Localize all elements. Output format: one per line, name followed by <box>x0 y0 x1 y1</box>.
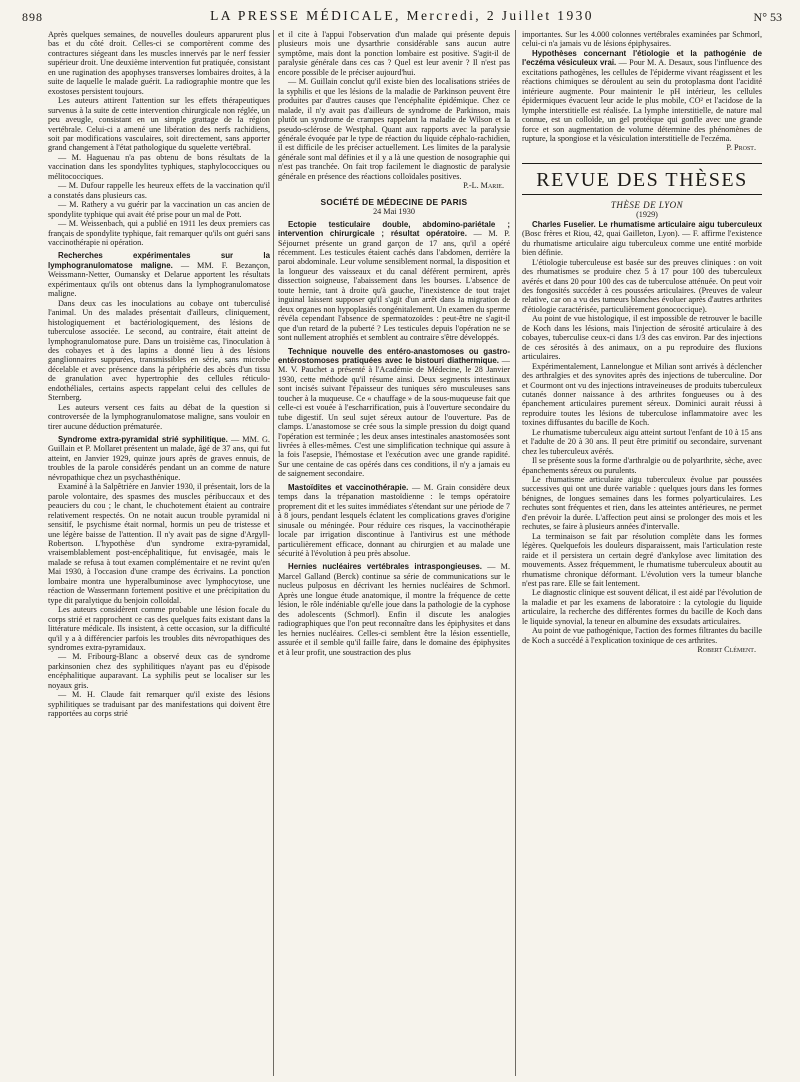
paragraph: Les auteurs considèrent comme probable une lésion focale du corps strié et rapprochent ce cas des quelques faits existant dans la littérature médicale. Ils insistent, à cette occasion, sur la difficulté qu'il y a à différencier parfois les troubles dits névropathiques des syndromes extra-pyramidaux. <box>48 605 270 652</box>
thesis-city: THÈSE DE LYON <box>610 199 684 210</box>
paragraph: importantes. Sur les 4.000 colonnes vertébrales examinées par Schmorl, celui-ci n'a jamais vu de lésions épiphysaires. <box>522 30 762 49</box>
article-heading: Syndrome extra-pyramidal strié syphilitique. <box>58 435 228 445</box>
paragraph: — M. Weissenbach, qui a publié en 1911 les deux premiers cas français de spondylite typhique, fait remarquer qu'ils ont guéri sans vaccinothérapie ni opération. <box>48 219 270 247</box>
paragraph-text: (Bosc frères et Riou, 42, quai Gailleton, Lyon). — F. affirme l'existence du rhumatisme articulaire aigu tuberculeux comme une entité morbide bien définie. <box>522 229 762 258</box>
column-rule <box>515 30 516 1076</box>
paragraph: Au point de vue histologique, il est impossible de retrouver le bacille de Koch dans les lésions, mais l'injection de sérosité articulaire à des cobayes, tuberculise ceux-ci dans 1/3 des cas environ. Par des injections de ces sérosités à des animaux, on a pu reproduire des fluxions articulaires. <box>522 314 762 362</box>
paragraph: — M. Guillain conclut qu'il existe bien des localisations striées de la syphilis et que les lésions de la maladie de Parkinson peuvent être produites par d'autres causes que l'encéphalite épidémique. Chez ce malade, il n'y avait pas d'ailleurs de syndrome de Parkinson, mais plutôt un syndrome de crampes rappelant la maladie de Wilson et la pseudo-sclérose de Westphal. Quant aux rapports avec la paralysie générale évoquée par le type de réaction du liquide céphalo-rachidien, il est difficile de les préciser actuellement. Les limites de la paralysie générale sont mal définies et il y a là une question de nosographie qui n'est pas tranchée. On fait trop facilement le diagnostic de paralysie générale en présence des réactions colloïdales positives. <box>278 77 510 181</box>
paragraph: Il se présente sous la forme d'arthralgie ou de polyarthrite, sèche, avec épanchements séreux ou purulents. <box>522 456 762 475</box>
paragraph-text: — MM. G. Guillain et P. Mollaret présentent un malade, âgé de 37 ans, qui fut atteint, en Janvier 1929, quinze jours après de graves ennuis, de troubles de la parole considérés pendant un an comme de nature névropathique chez un psychasthénique. <box>48 435 270 482</box>
paragraph: La terminaison se fait par résolution complète dans les formes légères. Quelquefois les douleurs disparaissent, mais l'articulation reste raide et il persistera un certain degré d'ankylose avec limitation des mouvements. Assez fréquemment, le rhumatisme tuberculeux aboutit au rhumatisme chronique déformant. L'évolution vers la tumeur blanche n'est pas rare. Elle se fait lentement. <box>522 531 762 589</box>
column-2 <box>278 30 510 1078</box>
paragraph: Examiné à la Salpêtrière en Janvier 1930, il présentait, lors de la parole volontaire, des spasmes des muscles péribuccaux et des peauciers du cou ; le chant, le chuchotement étaient au contraire relativement respectés. On ne notait aucun trouble pyramidal ni sensitif, le psychisme était normal, hormis un peu de tristesse et une légère baisse de l'attention. Il n'y avait pas de signe d'Argyll-Robertson. L'hypothèse d'un syndrome extra-pyramidal, vraisemblablement post-encéphalitique, fut envisagée, mais le malade se refusa à tout examen complémentaire et ne revint qu'en Mai 1930, à l'occasion d'une crampe des écrivains. La ponction lombaire montra une hyperalbuminose avec lymphocytose, une réaction de Wassermann fortement positive et une précipitation du type dit paralytique du benjoin colloïdal. <box>48 482 270 605</box>
paragraph: Le diagnostic clinique est souvent délicat, il est aidé par l'évolution de la maladie et par les examens de laboratoire : la cytologie du liquide articulaire, la recherche des différentes formes du bacille de Koch dans le liquide synovial, la teneur en albumine des exsudats articulaires. <box>522 588 762 626</box>
article-heading: Mastoïdites et vaccinothérapie. <box>288 482 409 492</box>
paragraph-text: — M. Marcel Galland (Berck) continue sa série de communications sur le nucleus pulposus en décrivant les hernies nucléaires de Schmorl. Après une longue étude anatomique, il montre la fréquence de cette lésion, le rôle indéniable qu'elle joue dans la pathologie de la cyphose des adolescents (Schmorl). Enfin il discute les analogies radiographiques que l'on peut reconnaître dans les épiphysites et dans les hernies nucléaires. Celles-ci semblent être la lésion essentielle, assurée et il semble qu'il faille faire, dans le domaine des épiphysites et à leur profit, une soustraction des plus <box>278 562 510 657</box>
paragraph: — M. Fribourg-Blanc a observé deux cas de syndrome parkinsonien chez des syphilitiques n'ayant pas eu d'épisode encéphalitique auparavant. La syphilis peut se localiser sur les noyaux gris. <box>48 652 270 690</box>
author-signature: Robert Clément. <box>697 645 756 655</box>
paragraph: Dans deux cas les inoculations au cobaye ont tuberculisé l'animal. Un des malades présentait d'ailleurs, cliniquement, histologiquement et bactériologiquement, des lésions de tuberculose associée. Le second, au contraire, était atteint de lymphogranulomatose pure. Dans un troisième cas, l'inoculation à des cobayes et à des lapins a donné lieu à des lésions ganglionnaires suppurées, transmissibles en série, sans microbe décelable et avec présence dans la périphérie des abcès d'un tissu de granulation avec hypertrophie des cellules réticulo-endothéliales, certains aspects rappelant celui des cellules de Sternberg. <box>48 298 270 403</box>
paragraph-text: — M. P. Séjournet présente un grand garçon de 17 ans, qu'il a opéré récemment. Les testicules étaient cachés dans l'abdomen, derrière la paroi abdominale. Leur volume sensiblement normal, la disposition et la longueur des vaisseaux et du canal déférent permirent, après dissection soigneuse, l'abaissement dans les bourses. L'absence de toute hernie, tant à droite qu'à gauche, l'inexistence de tout trajet inguinal laissent supposer qu'il s'agit d'un arrêt dans la migration de deux organes non hypoplasiés congénitalement. Un examen du sperme révéla cependant l'absence de spermatozoïdes : peut-être ne s'agit-il que d'un retard de la puberté ? Les testicules depuis l'opération ne se sont nullement atrophiés et semblent au contraire s'être développés. <box>278 229 510 343</box>
article-paragraph <box>48 251 270 298</box>
paragraph: Le rhumatisme tuberculeux aigu atteint surtout l'enfant de 10 à 15 ans et l'adulte de 20 à 30 ans. Il peut être primitif ou secondaire, survenant chez les tuberculeux avérés. <box>522 427 762 456</box>
article-heading: Recherches expérimentales sur la lymphogranulomatose maligne. <box>48 251 270 270</box>
article-paragraph <box>278 220 510 343</box>
paragraph: Les auteurs versent ces faits au débat de la question si controversée de la lymphogranulomatose maligne, sans vouloir en tirer aucune déduction prématurée. <box>48 402 270 431</box>
session-date: 24 Mai 1930 <box>373 207 415 217</box>
article-paragraph <box>278 483 510 559</box>
article-heading: Ectopie testiculaire double, abdomino-pariétale ; intervention chirurgicale ; résultat opératoire. <box>278 219 510 239</box>
article-paragraph <box>48 435 270 482</box>
article-paragraph <box>522 220 762 258</box>
thesis-year: (1929) <box>636 210 658 220</box>
column-rule <box>273 30 274 1076</box>
paragraph-text: — Pour M. A. Desaux, sous l'influence des excitations pathogènes, les cellules de l'épiderme vivant réagissent et les réactions chimiques se déroulent au sein du protoplasma dont l'acidité intérieure augmente. Pour maintenir le pH intérieur, les cellules épidermiques évacuent leur acide le plus mobile, CO² et l'acidose de la lymphe interstitielle est réalisée. La lymphe interstitielle, de nature mal connue, est un colloïde, un gel protéique qui gonfle avec une grande force et son augmentation de volume détermine des phénomènes de rupture, la spongiose et la vésiculation interstitielle de l'eczéma. <box>522 58 762 143</box>
article-heading: Technique nouvelle des entéro-anastomoses ou gastro-entérostomoses pratiquées avec le bistouri diathermique. <box>278 346 510 365</box>
thesis-heading: Charles Fuselier. Le rhumatisme articulaire aigu tuberculeux <box>532 219 762 229</box>
paragraph: — M. Haguenau n'a pas obtenu de bons résultats de la vaccination dans les spondylites typhiques, staphylococciques ou mélitococciques. <box>48 152 270 181</box>
society-heading: SOCIÉTÉ DE MÉDECINE DE PARIS <box>320 196 468 207</box>
paragraph: et il cite à l'appui l'observation d'un malade qui présente depuis plusieurs mois une dysarthrie considérable sans aucun autre symptôme, mais dont la ponction lombaire est positive. S'agit-il de paralysie générale dans ces cas ? Quel est leur avenir ? Il n'est pas encore possible de le préciser aujourd'hui. <box>278 30 510 77</box>
paragraph-text: — MM. F. Bezançon, Weissmann-Netter, Oumansky et Delarue apportent les résultats expérimentaux qu'ils ont obtenus dans la lymphogranulomatose maligne. <box>48 260 270 299</box>
paragraph: Expérimentalement, Lannelongue et Milian sont arrivés à déclencher des arthralgies et des synovites après des injections de tuberculine. Dor et Courmont ont vu des injections intraveineuses de produits tuberculeux cutanés donner naissance à des arthrites fongueuses ou à des épanchement articulaires purement séreux. Dominici aurait réussi à reproduire toutes les lésions de tuberculose inflammatoire avec les toxines diffusantes du bacille de Koch. <box>522 361 762 428</box>
paragraph-text: — M. Grain considère deux temps dans la trépanation mastoïdienne : le temps opératoire proprement dit et les suites immédiates s'étendant sur une période de 7 à 8 jours, pendant lesquels éclatent les complications graves d'origine sinusale ou méningée. Pour réduire ces risques, la vaccinothérapie locale par irrigation discontinue à l'antivirus est une méthode particulièrement efficace, donnant au chirurgien et au malade une sécurité à l'évolution à peu près absolue. <box>278 482 510 559</box>
article-heading: Hypothèses concernant l'étiologie et la pathogénie de l'eczéma vésiculeux vrai. <box>522 48 762 68</box>
page-number: 898 <box>22 10 43 24</box>
paragraph: — M. Rathery a vu guérir par la vaccination un cas ancien de spondylite typhique qui avait été prise pour un mal de Pott. <box>48 200 270 219</box>
paragraph: Les auteurs attirent l'attention sur les effets thérapeutiques survenus à la suite de cette intervention chirurgicale non réglée, un peu aveugle, consistant en un simple grattage de la région vertébrale. Celui-ci a amené une libération des nerfs rachidiens, soit par modifications vasculaires, soit directement, sans apporter grand changement à l'état pathologique du squelette vertébral. <box>48 96 270 153</box>
paragraph: Le rhumatisme articulaire aigu tuberculeux évolue par poussées successives qui ont une durée variable : quelques jours dans les formes bénignes, de longues semaines dans les formes polyarticulaires. Les rechutes sont fréquentes et rien, dans les atteintes antérieures, ne permet d'en prévoir la durée. L'affection peut ainsi se prolonger des mois et les rechutes, se faire à plusieurs années d'intervalle. <box>522 475 762 532</box>
paragraph: Après quelques semaines, de nouvelles douleurs apparurent plus bas et du côté droit. Celles-ci se comportèrent comme des contractures siégeant dans les muscles innervés par le nerf fessier supérieur droit. Une deuxième intervention fut pratiquée, consistant en une rugination des apophyses transverses lombaires droites, à la suite de laquelle le malade guérit. La radiographie montre que les exostoses persistent toujours. <box>48 30 270 96</box>
article-paragraph <box>278 347 510 479</box>
column-1 <box>48 30 270 1078</box>
column-3 <box>522 30 762 1078</box>
article-heading: Hernies nucléaires vertébrales intraspongieuses. <box>288 562 482 572</box>
paragraph: Au point de vue pathogénique, l'action des formes filtrantes du bacille de Koch a succédé à l'explication toxinique de ces arthrites. <box>522 626 762 645</box>
author-signature: P.-L. Marie. <box>463 181 504 191</box>
paragraph-text: — M. V. Pauchet a présenté à l'Académie de Médecine, le 28 Janvier 1930, cette méthode qu'il résume ainsi. Deux segments intestinaux sont incisés suivant l'épaisseur des tuniques séro musculeuses sans toucher à la muqueuse. Ce « chauffage » de la sous-muqueuse fait que celle-ci est vouée à l'escharrification, puis à l'ouverture secondaire du tube digestif. Un seul sujet séreux autour de l'ouverture. Pas de clamps. L'anastomose se crée sous la simple pression du doigt quand l'opération est terminée ; les deux anses intestinales anastomosées sont livrées à elles-mêmes. C'est une simplification technique qui assure à la fois l'asepsie, l'hémostase et l'exécution avec une grande rapidité. Sur une centaine de cas opérés dans ces conditions, il n'y a jamais eu de saignement secondaire. <box>278 355 510 479</box>
author-signature: P. Prost. <box>726 143 756 153</box>
article-paragraph <box>522 49 762 144</box>
section-rubric: REVUE DES THÈSES <box>522 163 762 195</box>
running-title: LA PRESSE MÉDICALE, Mercredi, 2 Juillet 1930 <box>210 8 594 23</box>
paragraph: — M. Dufour rappelle les heureux effets de la vaccination qu'il a constatés dans plusieurs cas. <box>48 181 270 200</box>
issue-number: N° 53 <box>753 10 782 24</box>
paragraph: L'étiologie tuberculeuse est basée sur des preuves cliniques : on voit des rhumatismes se produire chez 5 à 17 pour 100 des tuberculeux avérés et dans 20 pour 100 des cas de tuberculose atténuée. On peut voir des fongosités succéder à ces poussées articulaires. (Preuves de valeur relative, car on a vu des tumeurs blanches évoluer après d'autres arthrites d'étiologie caractérisée, particulièrement gonococcique). <box>522 257 762 314</box>
paragraph: — M. H. Claude fait remarquer qu'il existe des lésions syphilitiques se traduisant par des manifestations qui doivent être rapportées au corps strié <box>48 690 270 719</box>
article-paragraph <box>278 562 510 657</box>
